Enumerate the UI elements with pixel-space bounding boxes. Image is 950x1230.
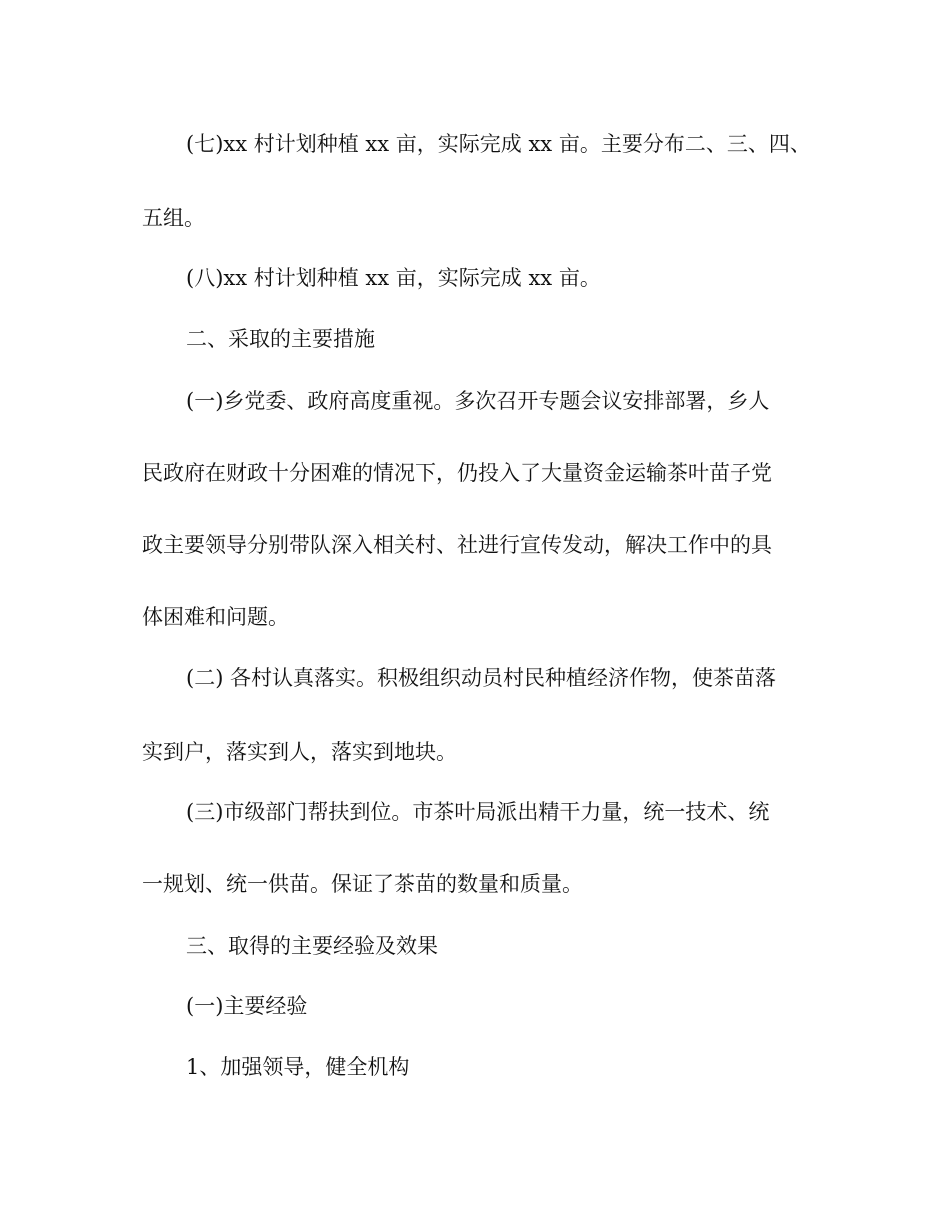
paragraph-measure-3-line-2: 一规划、统一供苗。保证了茶苗的数量和质量。: [142, 872, 583, 896]
item-strengthen-leadership: 1、加强领导，健全机构: [186, 1055, 410, 1079]
section-heading-experience: 三、取得的主要经验及效果: [186, 934, 438, 958]
paragraph-measure-1-line-1: (一)乡党委、政府高度重视。多次召开专题会议安排部署，乡人: [186, 389, 770, 413]
paragraph-measure-1-line-3: 政主要领导分别带队深入相关村、社进行宣传发动，解决工作中的具: [142, 533, 772, 557]
paragraph-measure-3-line-1: (三)市级部门帮扶到位。市茶叶局派出精干力量，统一技术、统: [186, 800, 770, 824]
paragraph-measure-2-line-2: 实到户，落实到人，落实到地块。: [142, 740, 457, 764]
paragraph-village-7-line-2: 五组。: [142, 206, 205, 230]
paragraph-measure-1-line-4: 体困难和问题。: [142, 605, 289, 629]
paragraph-village-8: (八)xx 村计划种植 xx 亩，实际完成 xx 亩。: [186, 266, 601, 290]
subheading-main-experience: (一)主要经验: [186, 994, 308, 1018]
paragraph-measure-2-line-1: (二) 各村认真落实。积极组织动员村民种植经济作物，使茶苗落: [186, 666, 777, 690]
paragraph-measure-1-line-2: 民政府在财政十分困难的情况下，仍投入了大量资金运输茶叶苗子党: [142, 461, 772, 485]
paragraph-village-7-line-1: (七)xx 村计划种植 xx 亩，实际完成 xx 亩。主要分布二、三、四、: [186, 132, 811, 156]
section-heading-measures: 二、采取的主要措施: [186, 327, 375, 351]
